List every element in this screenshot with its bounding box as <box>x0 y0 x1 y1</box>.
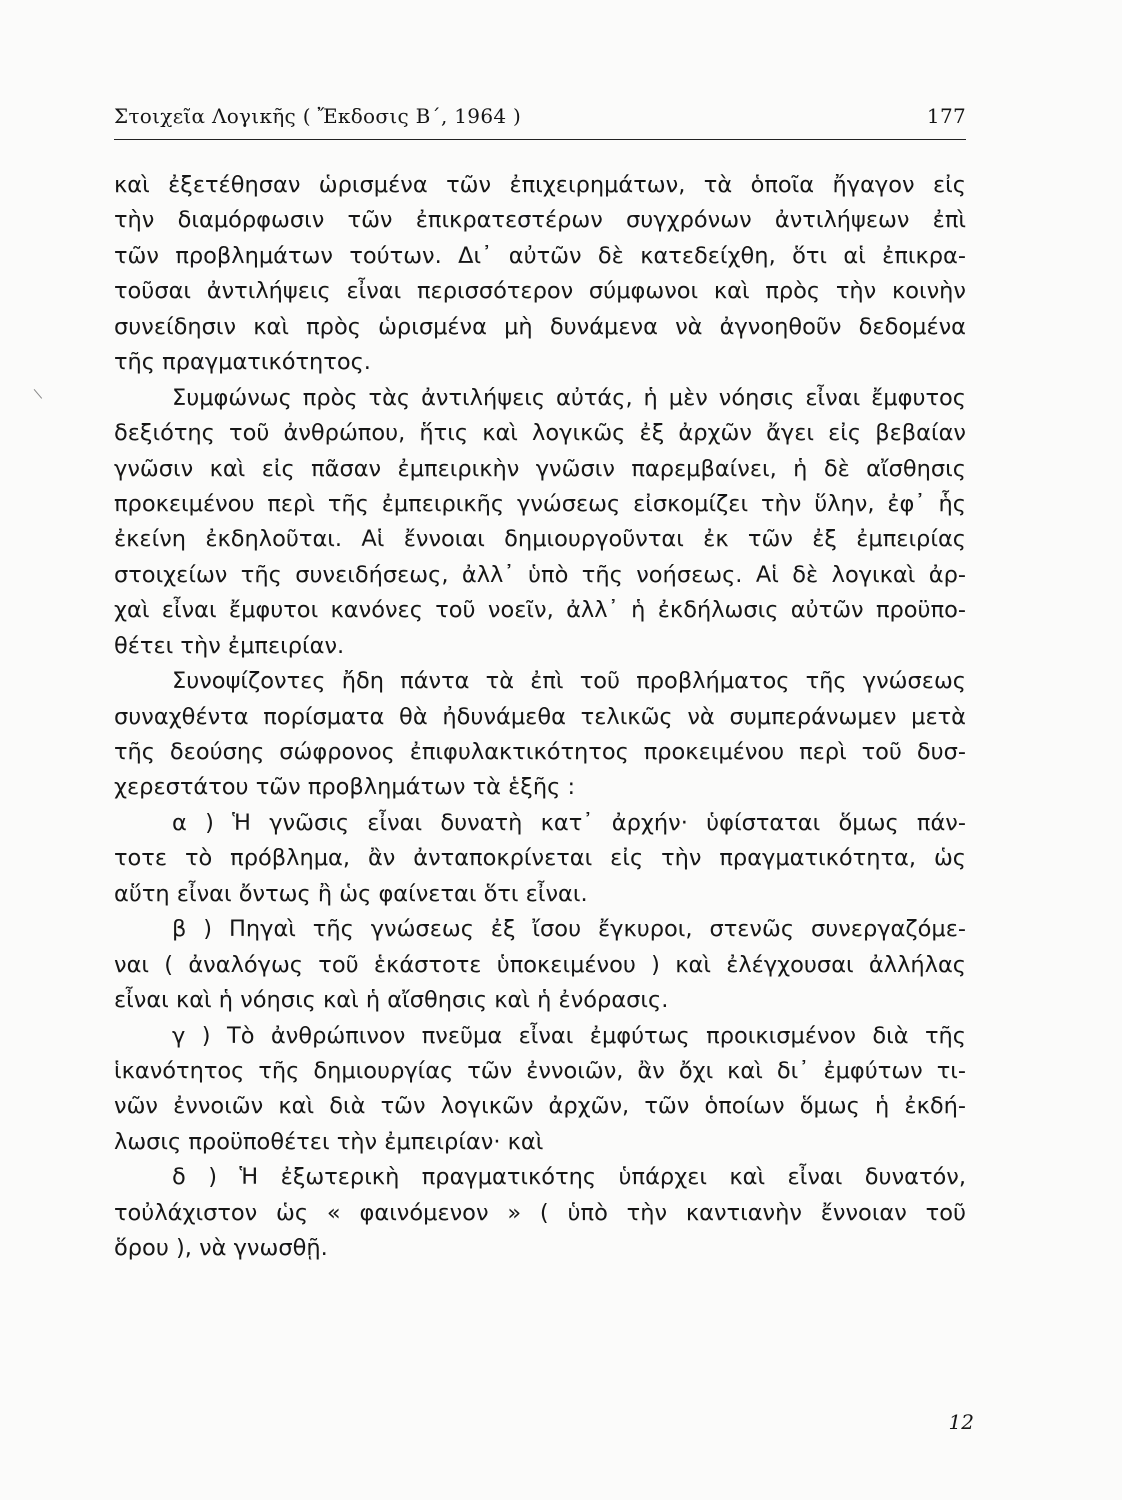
text-line: τῶν προβλημάτων τούτων. Δι᾽ αὐτῶν δὲ κατεδείχθη, ὅτι αἱ ἐπικρα- <box>114 242 966 269</box>
text-line: τοτε τὸ πρόβλημα, ἂν ἀνταποκρίνεται εἰς τὴν πραγματικότητα, ὡς <box>114 845 966 872</box>
text-line: ὅρου ), νὰ γνωσθῇ. <box>114 1235 328 1262</box>
text-line: καὶ ἐξετέθησαν ὡρισμένα τῶν ἐπιχειρημάτων, τὰ ὁποῖα ἤγαγον εἰς <box>114 172 966 198</box>
list-item-beta: β ) Πηγαὶ τῆς γνώσεως ἐξ ἴσου ἔγκυροι, στενῶς συνεργαζόμε- <box>172 916 966 943</box>
text-line: αὕτη εἶναι ὄντως ἢ ὡς φαίνεται ὅτι εἶναι. <box>114 880 588 907</box>
text-line: τοῦσαι ἀντιλήψεις εἶναι περισσότερον σύμφωνοι καὶ πρὸς τὴν κοινὴν <box>114 278 966 305</box>
page-number: 177 <box>926 104 966 128</box>
text-line: γνῶσιν καὶ εἰς πᾶσαν ἐμπειρικὴν γνῶσιν παρεμβαίνει, ἡ δὲ αἴσθησις <box>114 455 966 482</box>
body-text <box>114 168 966 1267</box>
list-item-delta: δ ) Ἡ ἐξωτερικὴ πραγματικότης ὑπάρχει καὶ εἶναι δυνατόν, <box>172 1164 966 1191</box>
list-item-alpha: α ) Ἡ γνῶσις εἶναι δυνατὴ κατ᾽ ἀρχήν· ὑφίσταται ὅμως πάν- <box>172 809 966 836</box>
signature-mark: 12 <box>948 1410 974 1434</box>
paragraph-first-line: Συνοψίζοντες ἤδη πάντα τὰ ἐπὶ τοῦ προβλήματος τῆς γνώσεως <box>172 668 966 695</box>
text-line: τῆς δεούσης σώφρονος ἐπιφυλακτικότητος προκειμένου περὶ τοῦ δυσ- <box>114 739 966 765</box>
text-line: ἱκανότητος τῆς δημιουργίας τῶν ἐννοιῶν, ἂν ὄχι καὶ δι᾽ ἐμφύτων τι- <box>114 1057 966 1084</box>
text-line: προκειμένου περὶ τῆς ἐμπειρικῆς γνώσεως εἰσκομίζει τὴν ὕλην, ἐφ᾽ ἧς <box>114 490 966 517</box>
text-line: θέτει τὴν ἐμπειρίαν. <box>114 632 345 659</box>
text-line: τὴν διαμόρφωσιν τῶν ἐπικρατεστέρων συγχρόνων ἀντιλήψεων ἐπὶ <box>114 207 966 234</box>
text-line: συναχθέντα πορίσματα θὰ ἠδυνάμεθα τελικῶς νὰ συμπεράνωμεν μετὰ <box>114 703 966 730</box>
text-line: νῶν ἐννοιῶν καὶ διὰ τῶν λογικῶν ἀρχῶν, τῶν ὁποίων ὅμως ἡ ἐκδή- <box>114 1093 966 1120</box>
text-line: χερεστάτου τῶν προβλημάτων τὰ ἑξῆς : <box>114 774 576 801</box>
text-line: λωσις προϋποθέτει τὴν ἐμπειρίαν· καὶ <box>114 1128 544 1155</box>
text-line: συνείδησιν καὶ πρὸς ὡρισμένα μὴ δυνάμενα νὰ ἀγνοηθοῦν δεδομένα <box>114 313 966 340</box>
text-line: ναι ( ἀναλόγως τοῦ ἑκάστοτε ὑποκειμένου ) καὶ ἐλέγχουσαι ἀλλήλας <box>114 951 966 978</box>
list-item-gamma: γ ) Τὸ ἀνθρώπινον πνεῦμα εἶναι ἐμφύτως προικισμένον διὰ τῆς <box>172 1022 966 1049</box>
text-line: στοιχείων τῆς συνειδήσεως, ἀλλ᾽ ὑπὸ τῆς νοήσεως. Αἱ δὲ λογικαὶ ἀρ- <box>114 561 966 588</box>
margin-mark <box>34 381 52 399</box>
paragraph-first-line: Συμφώνως πρὸς τὰς ἀντιλήψεις αὐτάς, ἡ μὲν νόησις εἶναι ἔμφυτος <box>172 384 966 411</box>
text-line: χαὶ εἶναι ἔμφυτοι κανόνες τοῦ νοεῖν, ἀλλ᾽ ἡ ἐκδήλωσις αὐτῶν προϋπο- <box>114 597 966 624</box>
text-line: ἐκείνη ἐκδηλοῦται. Αἱ ἔννοιαι δημιουργοῦνται ἐκ τῶν ἐξ ἐμπειρίας <box>114 526 966 553</box>
text-line: τῆς πραγματικότητος. <box>114 349 371 376</box>
text-line: δεξιότης τοῦ ἀνθρώπου, ἥτις καὶ λογικῶς ἐξ ἀρχῶν ἄγει εἰς βεβαίαν <box>114 420 966 447</box>
running-header-title: Στοιχεῖα Λογικῆς ( Ἔκδοσις Β΄, 1964 ) <box>114 104 522 128</box>
text-line: εἶναι καὶ ἡ νόησις καὶ ἡ αἴσθησις καὶ ἡ ἐνόρασις. <box>114 987 669 1014</box>
text-line: τοὐλάχιστον ὡς « φαινόμενον » ( ὑπὸ τὴν καντιανὴν ἔννοιαν τοῦ <box>114 1199 966 1226</box>
header-rule <box>114 139 966 140</box>
running-header <box>114 104 966 134</box>
